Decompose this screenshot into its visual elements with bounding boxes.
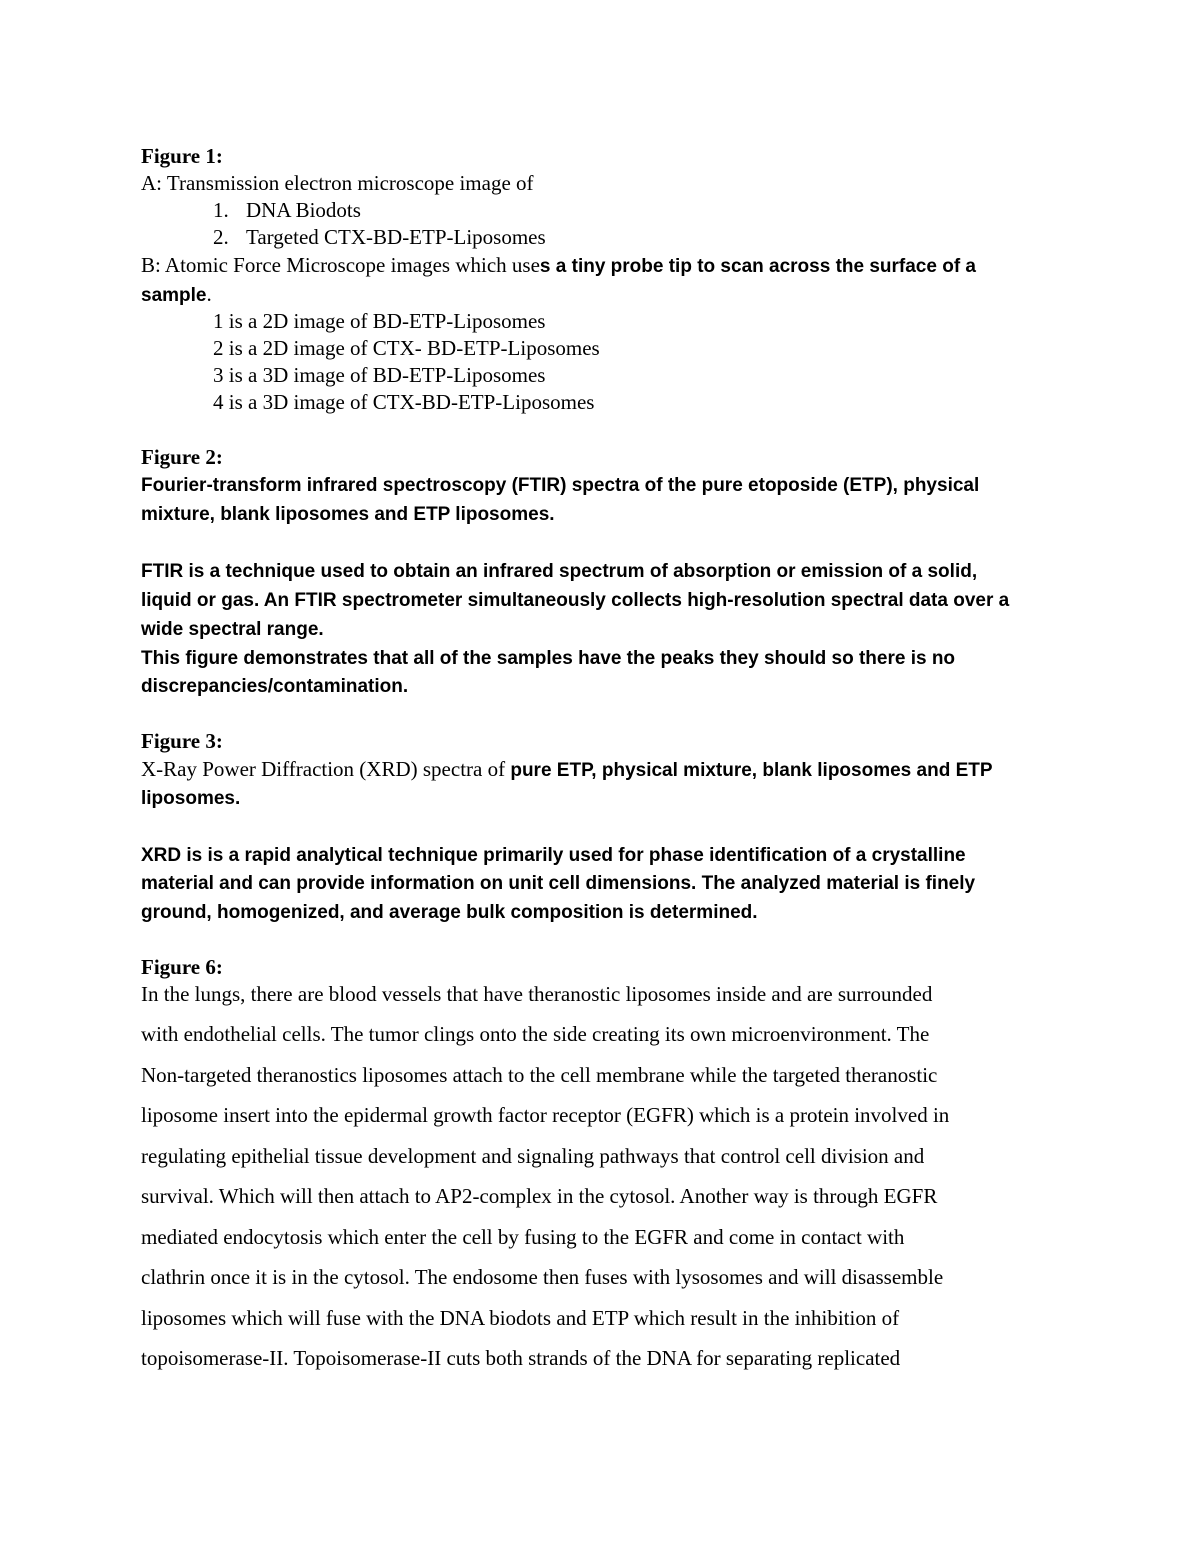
figure-3-heading: Figure 3: — [141, 729, 223, 753]
figure-6-line: Non-targeted theranostics liposomes attach to the cell membrane while the targeted theranostic — [141, 1063, 938, 1087]
figure-3-desc-line-3: ground, homogenized, and average bulk composition is determined. — [141, 902, 758, 923]
figure-2-desc-line-2: liquid or gas. An FTIR spectrometer simultaneously collects high-resolution spectral data over a — [141, 590, 1010, 611]
figure-2-title-line-2: mixture, blank liposomes and ETP liposomes. — [141, 504, 555, 525]
figure-6-line: topoisomerase-II. Topoisomerase-II cuts both strands of the DNA for separating replicated — [141, 1346, 901, 1370]
figure-6-line: liposome insert into the epidermal growth factor receptor (EGFR) which is a protein involved in — [141, 1103, 950, 1127]
figure-6-line: survival. Which will then attach to AP2-complex in the cytosol. Another way is through EGFR — [141, 1184, 938, 1208]
figure-1-item-4: 4 is a 3D image of CTX-BD-ETP-Liposomes — [213, 390, 595, 414]
figure-6-line: clathrin once it is in the cytosol. The endosome then fuses with lysosomes and will disassemble — [141, 1265, 944, 1289]
figure-3-desc-line-2: material and can provide information on unit cell dimensions. The analyzed material is finely — [141, 873, 976, 894]
figure-1-item-2: 2 is a 2D image of CTX- BD-ETP-Liposomes — [213, 336, 600, 360]
b-line2-serif: . — [206, 282, 212, 306]
figure-1-list-item-2 — [213, 224, 546, 251]
figure-3-line-1-serif: X-Ray Power Diffraction (XRD) spectra of — [141, 757, 511, 781]
figure-2-title-line-1: Fourier-transform infrared spectroscopy (FTIR) spectra of the pure etoposide (ETP), physical — [141, 475, 980, 496]
figure-1-a-line: A: Transmission electron microscope image of — [141, 171, 534, 195]
figure-6-line: with endothelial cells. The tumor clings onto the side creating its own microenvironment. The — [141, 1022, 930, 1046]
figure-6-line: regulating epithelial tissue development and signaling pathways that control cell division and — [141, 1144, 925, 1168]
figure-2-desc-line-5: discrepancies/contamination. — [141, 676, 409, 697]
figure-6-line: liposomes which will fuse with the DNA biodots and ETP which result in the inhibition of — [141, 1306, 900, 1330]
figure-6-line: In the lungs, there are blood vessels that have theranostic liposomes inside and are surrounded — [141, 982, 933, 1006]
figure-6-heading: Figure 6: — [141, 955, 223, 979]
list-text: DNA Biodots — [246, 198, 361, 222]
figure-2-desc-line-1: FTIR is a technique used to obtain an infrared spectrum of absorption or emission of a solid, — [141, 561, 978, 582]
figure-3-line-1-bold: pure ETP, physical mixture, blank liposomes and ETP — [510, 760, 993, 781]
list-text: Targeted CTX-BD-ETP-Liposomes — [246, 225, 546, 249]
figure-2-desc-line-4: This figure demonstrates that all of the samples have the peaks they should so there is no — [141, 648, 956, 669]
figure-2-desc-line-3: wide spectral range. — [141, 619, 324, 640]
b-line-bold: s a tiny probe tip to scan across the surface of a — [539, 256, 976, 277]
figure-3-line-2: liposomes. — [141, 788, 241, 809]
figure-1-list-item-1 — [213, 197, 361, 224]
b-line-serif: B: Atomic Force Microscope images which use — [141, 253, 540, 277]
b-line2-bold: sample — [141, 285, 207, 306]
figure-1-item-1: 1 is a 2D image of BD-ETP-Liposomes — [213, 309, 546, 333]
figure-1-heading: Figure 1: — [141, 144, 223, 168]
figure-3-desc-line-1: XRD is is a rapid analytical technique primarily used for phase identification of a crystalline — [141, 845, 966, 866]
figure-1-b-line-2 — [141, 281, 212, 309]
figure-3-line-1 — [141, 756, 993, 784]
figure-1-b-line — [141, 252, 976, 280]
list-number: 2. — [213, 225, 229, 249]
figure-6-line: mediated endocytosis which enter the cell by fusing to the EGFR and come in contact with — [141, 1225, 905, 1249]
list-number: 1. — [213, 198, 229, 222]
figure-2-heading: Figure 2: — [141, 445, 223, 469]
figure-1-item-3: 3 is a 3D image of BD-ETP-Liposomes — [213, 363, 546, 387]
